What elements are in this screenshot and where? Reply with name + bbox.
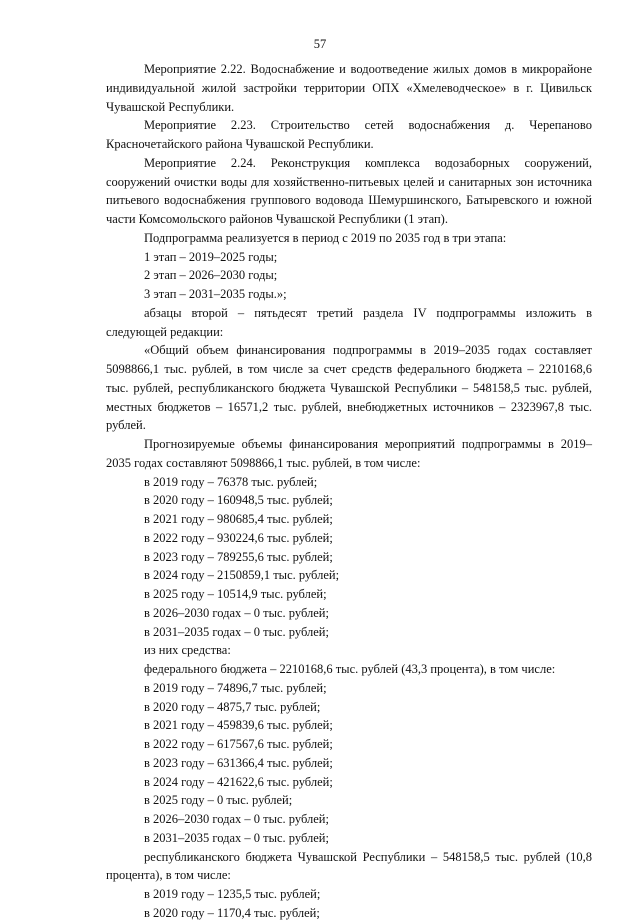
list-item: в 2025 году – 0 тыс. рублей; <box>144 793 293 808</box>
paragraph-federal-budget: федерального бюджета – 2210168,6 тыс. рублей (43,3 процента), в том числе: <box>144 662 556 676</box>
paragraph-forecast-financing: Прогнозируемые объемы финансирования мероприятий подпрограммы в 2019–2035 годах составляют 5098866,1 тыс. рублей, в том числе: <box>106 437 592 470</box>
list-item: в 2019 году – 1235,5 тыс. рублей; <box>144 887 321 901</box>
stage-2: 2 этап – 2026–2030 годы; <box>144 268 278 283</box>
list-item: в 2020 году – 4875,7 тыс. рублей; <box>144 699 321 714</box>
list-item: в 2022 году – 617567,6 тыс. рублей; <box>144 737 333 751</box>
list-item: в 2021 году – 980685,4 тыс. рублей; <box>144 512 333 526</box>
stage-3: 3 этап – 2031–2035 годы.»; <box>144 287 287 301</box>
list-item: в 2031–2035 годах – 0 тыс. рублей; <box>144 624 329 639</box>
paragraph-event-2-22: Мероприятие 2.22. Водоснабжение и водоотведение жилых домов в микрорайоне индивидуальной жилой застройки территории ОПХ «Хмелеводческое» в г. Цивильск Чувашской Республики. <box>106 62 592 114</box>
list-item: в 2026–2030 годах – 0 тыс. рублей; <box>144 812 329 826</box>
paragraph-period: Подпрограмма реализуется в период с 2019 по 2035 год в три этапа: <box>144 230 507 245</box>
list-item: в 2019 году – 76378 тыс. рублей; <box>144 474 318 489</box>
paragraph-event-2-24: Мероприятие 2.24. Реконструкция комплекса водозаборных сооружений, сооружений очистки воды для хозяйственно-питьевых целей и санитарных зон источника питьевого водоснабжения группового водовода Шемуршинского, Батыревского и южной части Комсомольского районов Чувашской Республики (1 этап). <box>106 155 592 226</box>
list-item: в 2022 году – 930224,6 тыс. рублей; <box>144 530 333 545</box>
page-number: 57 <box>313 37 327 51</box>
list-item: в 2031–2035 годах – 0 тыс. рублей; <box>144 830 329 845</box>
paragraph-amendment: абзацы второй – пятьдесят третий раздела IV подпрограммы изложить в следующей редакции: <box>106 305 592 339</box>
list-item: в 2023 году – 789255,6 тыс. рублей; <box>144 549 333 564</box>
stage-1: 1 этап – 2019–2025 годы; <box>144 249 278 264</box>
list-item: в 2021 году – 459839,6 тыс. рублей; <box>144 718 333 733</box>
list-item: в 2020 году – 160948,5 тыс. рублей; <box>144 493 333 508</box>
list-item: в 2020 году – 1170,4 тыс. рублей; <box>144 905 320 920</box>
list-item: в 2025 году – 10514,9 тыс. рублей; <box>144 587 327 601</box>
list-item: в 2019 году – 74896,7 тыс. рублей; <box>144 680 327 695</box>
list-item: в 2024 году – 2150859,1 тыс. рублей; <box>144 568 340 583</box>
list-item: в 2024 году – 421622,6 тыс. рублей; <box>144 774 333 789</box>
paragraph-republican-budget: республиканского бюджета Чувашской Республики – 548158,5 тыс. рублей (10,8 процента), в том числе: <box>106 849 592 883</box>
paragraph-event-2-23: Мероприятие 2.23. Строительство сетей водоснабжения д. Черепаново Красночетайского района Чувашской Республики. <box>106 118 592 151</box>
paragraph-total-financing: «Общий объем финансирования подпрограммы в 2019–2035 годах составляет 5098866,1 тыс. рублей, в том числе за счет средств федерального бюджета – 2210168,6 тыс. рублей, республиканского бюджета Чувашской Республики – 548158,5 тыс. рублей, местных бюджетов – 16571,2 тыс. рублей, внебюджетных источников – 2323967,8 тыс. рублей. <box>106 343 592 433</box>
paragraph-of-which: из них средства: <box>144 643 231 658</box>
list-item: в 2026–2030 годах – 0 тыс. рублей; <box>144 605 329 620</box>
list-item: в 2023 году – 631366,4 тыс. рублей; <box>144 755 333 770</box>
document-body <box>106 60 592 923</box>
